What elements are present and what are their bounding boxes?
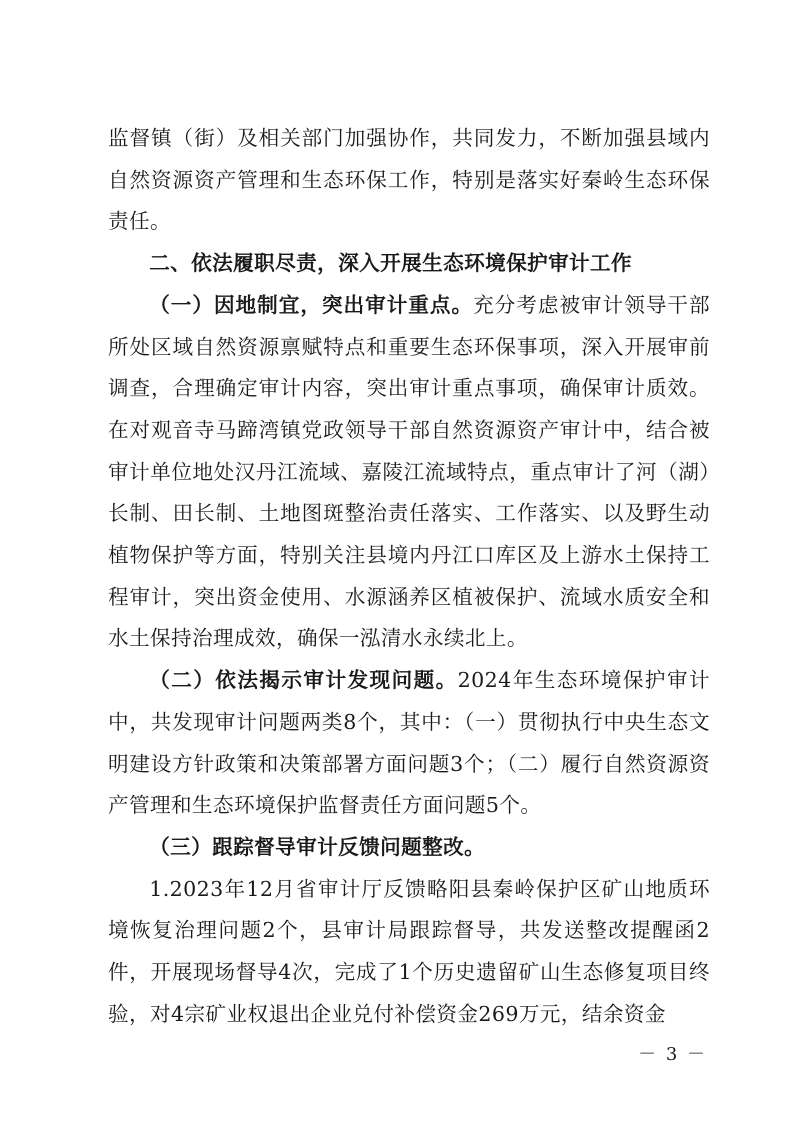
subsection-lead-3: （三）跟踪督导审计反馈问题整改。: [149, 834, 486, 859]
paragraph-subsection-3: [108, 827, 710, 869]
subsection-lead-2: （二）依法揭示审计发现问题。: [149, 668, 458, 693]
paragraph-subsection-1: [108, 285, 710, 660]
section-heading-text: 二、依法履职尽责，深入开展生态环境保护审计工作: [149, 251, 633, 276]
paragraph-intro-continuation: [108, 118, 710, 243]
paragraph-text: 1.2023年12月省审计厅反馈略阳县秦岭保护区矿山地质环境恢复治理问题2个，县审计局跟踪督导，共发送整改提醒函2件，开展现场督导4次，完成了1个历史遗留矿山生态修复项目终验，对4宗矿业权退出企业兑付补偿资金269万元，结余资金: [108, 876, 710, 1026]
page-number: － 3 －: [638, 1044, 707, 1065]
paragraph-text: 充分考虑被审计领导干部所处区域自然资源禀赋特点和重要生态环保事项，深入开展审前调查，合理确定审计内容，突出审计重点事项，确保审计质效。在对观音寺马蹄湾镇党政领导干部自然资源资产审计中，结合被审计单位地处汉丹江流域、嘉陵江流域特点，重点审计了河（湖）长制、田长制、土地图斑整治责任落实、工作落实、以及野生动植物保护等方面，特别关注县境内丹江口库区及上游水土保持工程审计，突出资金使用、水源涵养区植被保护、流域水质安全和水土保持治理成效，确保一泓清水永续北上。: [108, 292, 710, 651]
subsection-lead-1: （一）因地制宜，突出审计重点。: [149, 292, 474, 317]
paragraph-subsection-2: [108, 660, 710, 827]
paragraph-text: 2024年生态环境保护审计中，共发现审计问题两类8个，其中：（一）贯彻执行中央生态文明建设方针政策和决策部署方面问题3个；（二）履行自然资源资产管理和生态环境保护监督责任方面问题5个。: [108, 668, 710, 818]
paragraph-text: 监督镇（街）及相关部门加强协作，共同发力，不断加强县域内自然资源资产管理和生态环保工作，特别是落实好秦岭生态环保责任。: [108, 126, 710, 234]
paragraph-item-1: [108, 869, 710, 1036]
document-body: [108, 118, 710, 1035]
section-heading-2: [108, 243, 710, 285]
